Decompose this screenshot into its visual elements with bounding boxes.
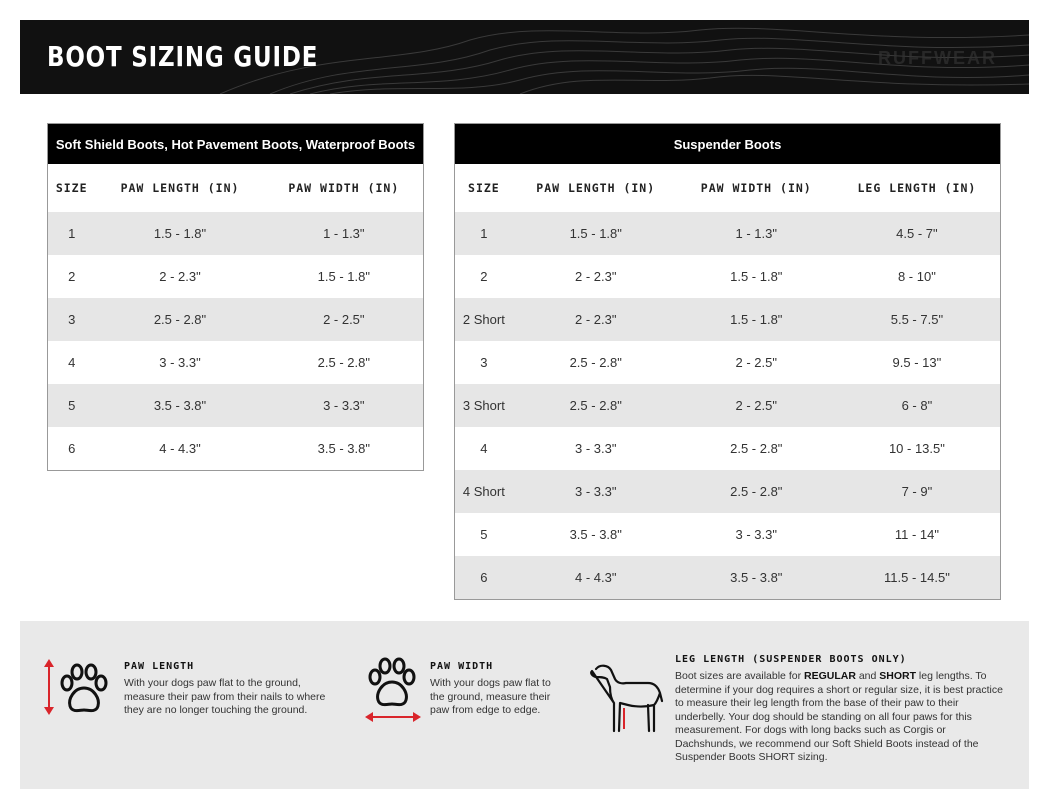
short-label: SHORT (879, 670, 917, 682)
table-cell: 4 (48, 341, 96, 384)
table-cell: 6 (48, 427, 96, 471)
table-cell: 11 - 14" (834, 513, 1001, 556)
table-cell: 6 - 8" (834, 384, 1001, 427)
table-cell: 4 (455, 427, 513, 470)
table-cell: 3 - 3.3" (679, 513, 834, 556)
table-row (455, 255, 1001, 298)
table-caption: Suspender Boots (455, 124, 1001, 165)
table-cell: 2 Short (455, 298, 513, 341)
vertical-measure-arrow-icon (42, 659, 56, 715)
suspender-size-table (454, 123, 1001, 600)
brand-logo: RUFFWEAR (878, 48, 997, 68)
table-cell: 2 - 2.5" (679, 341, 834, 384)
table-cell: 2.5 - 2.8" (265, 341, 424, 384)
table-row (455, 470, 1001, 513)
table-row (48, 341, 424, 384)
table-row (455, 556, 1001, 600)
table-cell: 1 - 1.3" (265, 212, 424, 255)
paw-print-icon (364, 655, 420, 711)
table-cell: 1.5 - 1.8" (679, 298, 834, 341)
table-cell: 1.5 - 1.8" (265, 255, 424, 298)
table-cell: 2.5 - 2.8" (513, 384, 679, 427)
table-row (48, 427, 424, 471)
measurement-instructions-panel (20, 621, 1029, 789)
table-cell: 3 Short (455, 384, 513, 427)
table-cell: 5.5 - 7.5" (834, 298, 1001, 341)
table-cell: 2 (455, 255, 513, 298)
table-cell: 2.5 - 2.8" (95, 298, 264, 341)
table-cell: 3.5 - 3.8" (513, 513, 679, 556)
table-row (455, 427, 1001, 470)
table-cell: 11.5 - 14.5" (834, 556, 1001, 600)
table-cell: 3 (455, 341, 513, 384)
table-cell: 1 - 1.3" (679, 212, 834, 255)
table-row (48, 255, 424, 298)
table-cell: 10 - 13.5" (834, 427, 1001, 470)
table-cell: 4 Short (455, 470, 513, 513)
table-cell: 2 - 2.3" (513, 298, 679, 341)
table-row (48, 384, 424, 427)
paw-length-text: With your dogs paw flat to the ground, measure their paw from their nails to where they are no longer touching the ground. (124, 677, 326, 716)
leg-length-instructions (675, 654, 1005, 765)
table-cell: 5 (48, 384, 96, 427)
paw-width-heading: PAW WIDTH (430, 661, 494, 672)
leg-length-heading: LEG LENGTH (SUSPENDER BOOTS ONLY) (675, 654, 907, 665)
table-cell: 1 (455, 212, 513, 255)
table-cell: 6 (455, 556, 513, 600)
dog-silhouette-icon (586, 661, 664, 737)
table-caption: Soft Shield Boots, Hot Pavement Boots, Waterproof Boots (48, 124, 424, 165)
table-cell: 2 - 2.5" (265, 298, 424, 341)
table-cell: 2 - 2.5" (679, 384, 834, 427)
table-cell: 3 - 3.3" (95, 341, 264, 384)
table-cell: 3.5 - 3.8" (679, 556, 834, 600)
horizontal-measure-arrow-icon (365, 711, 421, 723)
header-banner (20, 20, 1029, 94)
table-cell: 2 (48, 255, 96, 298)
table-row (48, 298, 424, 341)
table-cell: 2.5 - 2.8" (679, 470, 834, 513)
table-row (455, 298, 1001, 341)
table-cell: 4 - 4.3" (95, 427, 264, 471)
table-cell: 2.5 - 2.8" (679, 427, 834, 470)
table-cell: 4.5 - 7" (834, 212, 1001, 255)
table-cell: 3.5 - 3.8" (265, 427, 424, 471)
table-cell: 1.5 - 1.8" (513, 212, 679, 255)
table-cell: 2.5 - 2.8" (513, 341, 679, 384)
table-row (455, 341, 1001, 384)
column-header: PAW LENGTH (IN) (513, 164, 679, 212)
table-row (455, 384, 1001, 427)
paw-length-heading: PAW LENGTH (124, 661, 195, 672)
table-cell: 9.5 - 13" (834, 341, 1001, 384)
column-header: SIZE (455, 164, 513, 212)
table-cell: 1 (48, 212, 96, 255)
table-cell: 8 - 10" (834, 255, 1001, 298)
table-cell: 7 - 9" (834, 470, 1001, 513)
soft-shield-size-table (47, 123, 424, 471)
table-cell: 3 (48, 298, 96, 341)
table-cell: 3 - 3.3" (513, 470, 679, 513)
paw-length-instructions (124, 661, 342, 718)
page-title: BOOT SIZING GUIDE (47, 40, 319, 73)
column-header: PAW LENGTH (IN) (95, 164, 264, 212)
table-cell: 3 - 3.3" (265, 384, 424, 427)
column-header: SIZE (48, 164, 96, 212)
column-header: LEG LENGTH (IN) (834, 164, 1001, 212)
table-cell: 5 (455, 513, 513, 556)
table-cell: 2 - 2.3" (513, 255, 679, 298)
table-row (48, 212, 424, 255)
paw-print-icon (56, 661, 112, 717)
table-row (455, 513, 1001, 556)
column-header: PAW WIDTH (IN) (265, 164, 424, 212)
regular-label: REGULAR (803, 670, 856, 682)
table-cell: 1.5 - 1.8" (95, 212, 264, 255)
table-cell: 2 - 2.3" (95, 255, 264, 298)
leg-length-text: Boot sizes are available for REGULAR and SHORT leg lengths. To determine if your dog requires a short or regular size, it is best practice to measure their leg length from the base of their paw to their underbelly. Your dog should be standing on all four paws for this measurement. For dogs with long backs such as Corgis or Dachshunds, we recommend our Soft Shield Boots instead of the Suspender Boots SHORT sizing. (675, 670, 1003, 763)
table-cell: 4 - 4.3" (513, 556, 679, 600)
paw-width-text: With your dogs paw flat to the ground, measure their paw from edge to edge. (430, 677, 551, 716)
table-cell: 1.5 - 1.8" (679, 255, 834, 298)
table-row (455, 212, 1001, 255)
column-header: PAW WIDTH (IN) (679, 164, 834, 212)
table-cell: 3.5 - 3.8" (95, 384, 264, 427)
table-cell: 3 - 3.3" (513, 427, 679, 470)
paw-width-instructions (430, 661, 565, 718)
